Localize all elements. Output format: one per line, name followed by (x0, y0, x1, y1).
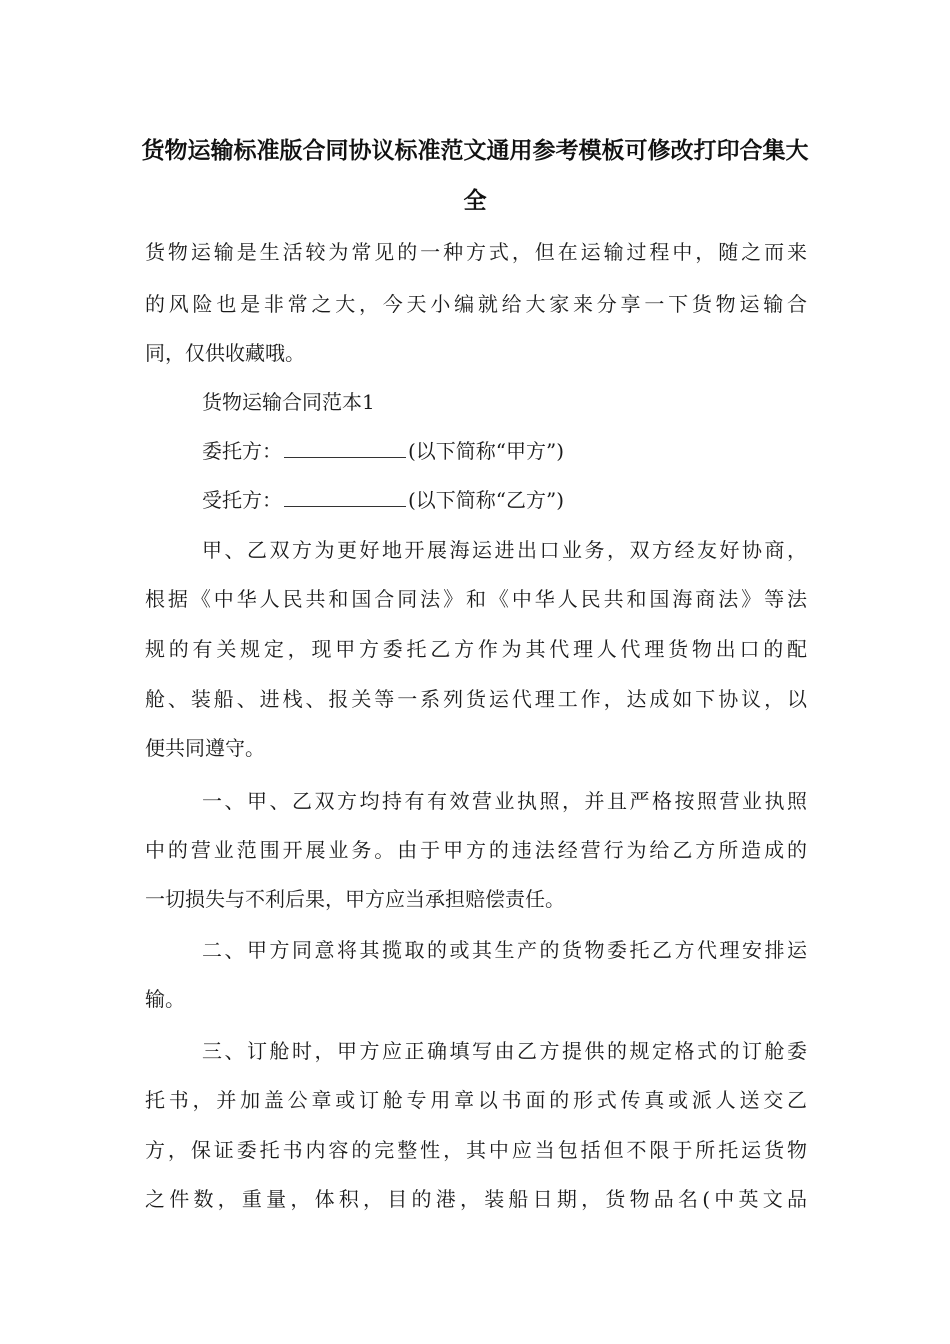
client-suffix: (以下简称“甲方”) (408, 439, 565, 463)
clause-3-line: 方，保证委托书内容的完整性，其中应当包括但不限于所托运货物 (145, 1138, 807, 1162)
document-title-line-1: 货物运输标准版合同协议标准范文通用参考模板可修改打印合集大 (141, 138, 809, 164)
agent-suffix: (以下简称“乙方”) (408, 488, 565, 512)
document-title-line-2: 全 (463, 188, 487, 214)
contract-heading: 货物运输合同范本1 (202, 390, 375, 414)
clause-2-line: 二、甲方同意将其揽取的或其生产的货物委托乙方代理安排运 (202, 938, 807, 962)
clause-1-line: 中的营业范围开展业务。由于甲方的违法经营行为给乙方所造成的 (145, 838, 807, 862)
clause-1-line: 一切损失与不利后果，甲方应当承担赔偿责任。 (145, 887, 565, 911)
agent-label: 受托方： (202, 488, 282, 512)
clause-2-line: 输。 (145, 987, 185, 1011)
clause-3-line: 三、订舱时，甲方应正确填写由乙方提供的规定格式的订舱委 (202, 1039, 807, 1063)
preamble-line: 规的有关规定，现甲方委托乙方作为其代理人代理货物出口的配 (145, 637, 807, 661)
preamble-line: 根据《中华人民共和国合同法》和《中华人民共和国海商法》等法 (145, 587, 807, 611)
preamble-line: 舱、装船、进栈、报关等一系列货运代理工作，达成如下协议，以 (145, 687, 807, 711)
agent-line (202, 485, 807, 515)
intro-line: 的风险也是非常之大，今天小编就给大家来分享一下货物运输合 (145, 292, 807, 316)
client-line (202, 436, 807, 466)
client-label: 委托方： (202, 439, 282, 463)
clause-1-line: 一、甲、乙双方均持有有效营业执照，并且严格按照营业执照 (202, 789, 807, 813)
agent-name-blank (284, 486, 406, 507)
clause-3-line: 之件数，重量，体积，目的港，装船日期，货物品名(中英文品 (145, 1187, 807, 1211)
client-name-blank (284, 437, 406, 458)
clause-3-line: 托书，并加盖公章或订舱专用章以书面的形式传真或派人送交乙 (145, 1088, 807, 1112)
intro-line: 同，仅供收藏哦。 (145, 341, 305, 365)
intro-line: 货物运输是生活较为常见的一种方式，但在运输过程中，随之而来 (145, 240, 807, 264)
preamble-line: 甲、乙双方为更好地开展海运进出口业务，双方经友好协商， (202, 538, 807, 562)
preamble-line: 便共同遵守。 (145, 736, 265, 760)
